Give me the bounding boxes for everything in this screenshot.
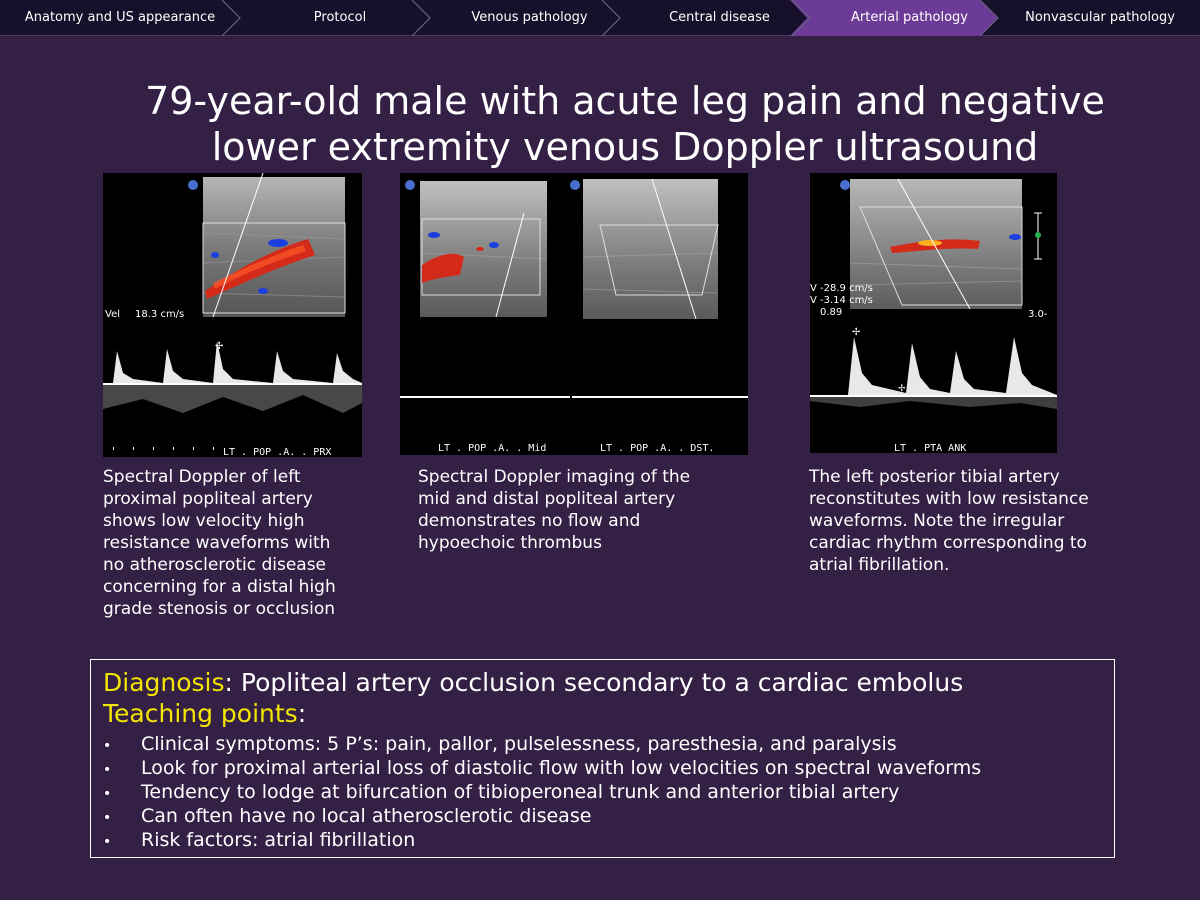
slide-title-line-2: lower extremity venous Doppler ultrasound: [211, 125, 1039, 169]
tab-central-disease[interactable]: Central disease: [669, 10, 770, 25]
bmode-image-distal: [583, 179, 718, 319]
diagnosis-box: [90, 659, 1115, 858]
svg-text:✢: ✢: [852, 327, 861, 338]
slide-title-line-1: 79-year-old male with acute leg pain and negative: [145, 79, 1105, 123]
ultrasound-image-posterior-tibial: [810, 173, 1057, 453]
probe-icon: [840, 180, 850, 190]
teaching-point-3: • Tendency to lodge at bifurcation of tibioperoneal trunk and anterior tibial artery: [103, 781, 900, 803]
baseline-label: LT . POP .A. . PRX: [223, 447, 332, 457]
diagnosis-text: : Popliteal artery occlusion secondary to a cardiac embolus: [224, 668, 964, 697]
teaching-point-1: • Clinical symptoms: 5 P’s: pain, pallor, pulselessness, paresthesia, and paralysis: [103, 733, 897, 755]
teaching-point-4: • Can often have no local atherosclerotic disease: [103, 805, 592, 827]
diagnosis-heading: Diagnosis: [103, 668, 225, 697]
spectral-waveform: [103, 341, 362, 383]
tab-anatomy[interactable]: Anatomy and US appearance: [24, 10, 216, 25]
depth-label: 3.0-: [1028, 309, 1048, 320]
diagnosis-line: [103, 668, 963, 698]
velocity-value: 18.3 cm/s: [135, 309, 185, 320]
tab-venous-pathology[interactable]: Venous pathology: [471, 10, 588, 25]
top-navigation: [0, 0, 1200, 36]
baseline-label: LT . PTA ANK: [894, 443, 967, 453]
teaching-points-heading: Teaching points: [103, 699, 298, 728]
svg-text:✢: ✢: [215, 341, 224, 352]
tab-nonvascular-pathology[interactable]: Nonvascular pathology: [1025, 10, 1175, 25]
probe-icon-distal: [570, 180, 580, 190]
resistive-index: 0.89: [820, 307, 843, 318]
tab-arterial-pathology[interactable]: Arterial pathology: [850, 10, 969, 25]
teaching-point-5: • Risk factors: atrial fibrillation: [103, 829, 416, 851]
teaching-points-heading-line: Teaching points:: [103, 699, 307, 728]
velocity-min: V -3.14 cm/s: [810, 295, 873, 306]
slide-title: [60, 78, 1190, 170]
svg-text:✢: ✢: [898, 384, 906, 394]
spectral-waveform: [810, 337, 1057, 395]
probe-icon-mid: [405, 180, 415, 190]
velocity-peak: V -28.9 cm/s: [810, 283, 873, 294]
tab-protocol[interactable]: Protocol: [313, 10, 367, 25]
baseline-label-mid: LT . POP .A. . Mid: [438, 443, 547, 454]
caption-panel-3: The left posterior tibial artery reconstitutes with low resistance waveforms. Note the irregular cardiac rhythm corresponding to atrial fibrillation.: [809, 467, 1089, 575]
ultrasound-image-mid-distal-popliteal: [400, 173, 748, 455]
ultrasound-image-proximal-popliteal: [103, 173, 362, 457]
teaching-point-2: • Look for proximal arterial loss of diastolic flow with low velocities on spectral waveforms: [103, 757, 982, 779]
velocity-label: Vel: [105, 309, 120, 320]
caption-panel-1: Spectral Doppler of left proximal popliteal artery shows low velocity high resistance waveforms with no atherosclerotic disease concerning for a distal high grade stenosis or occlusion: [103, 467, 336, 619]
probe-icon: [188, 180, 198, 190]
baseline-label-distal: LT . POP .A. . DST.: [600, 443, 715, 454]
caption-panel-2: Spectral Doppler imaging of the mid and distal popliteal artery demonstrates no flow and hypoechoic thrombus: [418, 467, 691, 553]
